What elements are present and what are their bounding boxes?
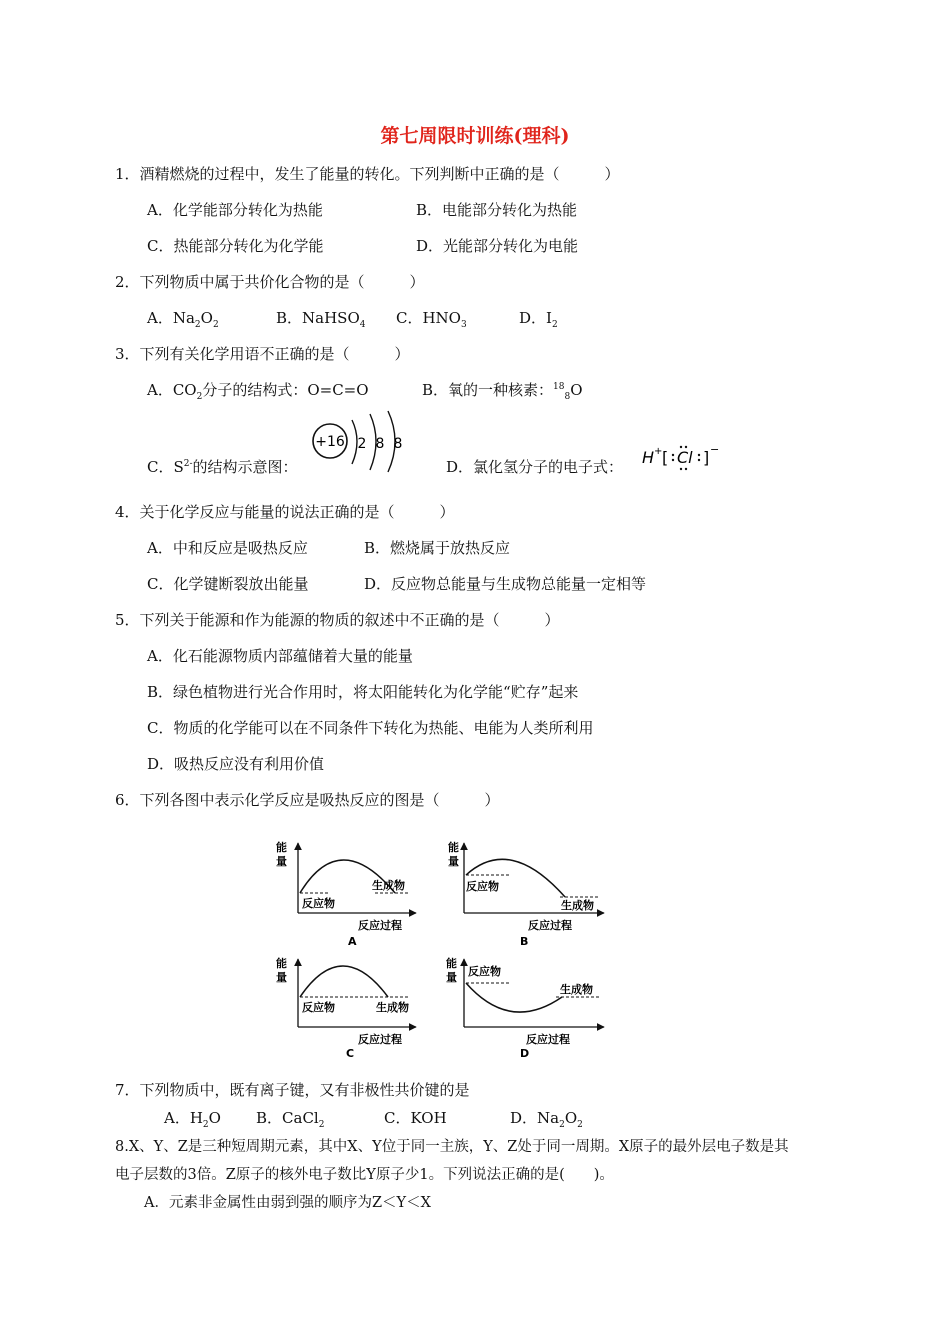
svg-text:+: + <box>654 446 663 457</box>
question-3-stem: 3．下列有关化学用语不正确的是（ ） <box>115 345 410 363</box>
question-1-option-a: A．化学能部分转化为热能 <box>147 201 323 219</box>
svg-text:生成物: 生成物 <box>372 879 405 892</box>
svg-text:能: 能 <box>276 841 287 854</box>
question-1-option-b: B．电能部分转化为热能 <box>416 201 578 219</box>
question-7-option-c: C．KOH <box>384 1109 447 1127</box>
question-2-option-c: C．$HNO_3$ <box>396 309 467 330</box>
question-8-option-a: A．元素非金属性由弱到强的顺序为Z＜Y＜X <box>144 1195 431 1211</box>
svg-text:能: 能 <box>448 841 459 854</box>
svg-text:量: 量 <box>448 855 459 868</box>
svg-text:反应物: 反应物 <box>466 880 499 893</box>
shell-2-count: 8 <box>375 436 385 452</box>
question-2-stem: 2．下列物质中属于共价化合物的是（ ） <box>115 273 425 291</box>
nucleus-charge: +16 <box>315 434 345 450</box>
svg-text:A: A <box>348 935 357 948</box>
question-2-option-b: B．NaHSO$_4$ <box>276 309 366 330</box>
svg-text:反应过程: 反应过程 <box>528 919 572 932</box>
question-1-option-c: C．热能部分转化为化学能 <box>147 237 324 255</box>
question-4-option-b: B．燃烧属于放热反应 <box>364 539 511 557</box>
diagram-d <box>446 956 604 1060</box>
question-1-option-d: D．光能部分转化为电能 <box>416 237 579 255</box>
svg-text:量: 量 <box>276 971 287 984</box>
svg-text:反应过程: 反应过程 <box>526 1033 570 1046</box>
svg-text:]: ] <box>703 448 710 467</box>
svg-text:−: − <box>710 443 720 456</box>
svg-text:H: H <box>642 448 655 467</box>
question-7-option-a: A．$H_2O$ <box>164 1109 221 1130</box>
hcl-electron-formula <box>640 442 730 472</box>
svg-text:Cl: Cl <box>677 448 693 467</box>
svg-text:反应物: 反应物 <box>302 1001 335 1014</box>
question-3-option-b: B．氧的一种核素：$^{18}_8$O <box>422 381 583 402</box>
svg-text:D: D <box>520 1047 530 1060</box>
svg-text:反应物: 反应物 <box>302 897 335 910</box>
question-3-option-a: A．$CO_2$分子的结构式：O=C=O <box>147 381 369 402</box>
question-5-stem: 5．下列关于能源和作为能源的物质的叙述中不正确的是（ ） <box>115 611 560 629</box>
svg-text:反应过程: 反应过程 <box>358 919 402 932</box>
diagram-a <box>276 840 416 948</box>
question-1-stem: 1．酒精燃烧的过程中，发生了能量的转化。下列判断中正确的是（ ） <box>115 165 620 183</box>
svg-text:生成物: 生成物 <box>561 899 594 912</box>
question-2-option-a: A．$Na_2O_2$ <box>147 309 219 330</box>
page-title: 第七周限时训练(理科) <box>380 125 570 147</box>
question-5-option-d: D．吸热反应没有利用价值 <box>147 755 325 773</box>
question-4-option-c: C．化学键断裂放出能量 <box>147 575 309 593</box>
svg-text:[: [ <box>662 448 669 467</box>
question-6-stem: 6．下列各图中表示化学反应是吸热反应的图是（ ） <box>115 791 500 809</box>
svg-text:反应物: 反应物 <box>468 965 501 978</box>
svg-text:量: 量 <box>446 971 457 984</box>
sulfide-ion-structure-diagram <box>304 408 414 474</box>
shell-1-count: 2 <box>357 436 367 452</box>
svg-text:C: C <box>346 1047 355 1060</box>
question-5-option-b: B．绿色植物进行光合作用时，将太阳能转化为化学能“贮存”起来 <box>147 683 579 701</box>
shell-3-count: 8 <box>393 436 403 452</box>
diagram-c <box>276 956 416 1060</box>
question-3-option-d: D．氯化氢分子的电子式： <box>446 458 624 476</box>
question-4-option-a: A．中和反应是吸热反应 <box>147 539 308 557</box>
svg-text:量: 量 <box>276 855 287 868</box>
svg-text:能: 能 <box>276 957 287 970</box>
svg-text:能: 能 <box>446 957 457 970</box>
question-4-option-d: D．反应物总能量与生成物总能量一定相等 <box>364 575 647 593</box>
question-5-option-a: A．化石能源物质内部蕴储着大量的能量 <box>147 647 413 665</box>
question-8-stem-line-2: 电子层数的3倍。Z原子的核外电子数比Y原子少1。下列说法正确的是( )。 <box>115 1167 614 1183</box>
svg-text:反应过程: 反应过程 <box>358 1033 402 1046</box>
question-8-stem-line-1: 8.X、Y、Z是三种短周期元素，其中X、Y位于同一主族，Y、Z处于同一周期。X原子的最外层电子数是其 <box>115 1139 789 1155</box>
svg-text:生成物: 生成物 <box>376 1001 409 1014</box>
question-4-stem: 4．关于化学反应与能量的说法正确的是（ ） <box>115 503 455 521</box>
question-5-option-c: C．物质的化学能可以在不同条件下转化为热能、电能为人类所利用 <box>147 719 594 737</box>
question-3-option-c: C．$S^{2-}$的结构示意图： <box>147 458 298 476</box>
question-7-stem: 7．下列物质中，既有离子键，又有非极性共价键的是 <box>115 1081 470 1099</box>
diagram-b <box>448 840 604 948</box>
svg-text:B: B <box>520 935 529 948</box>
question-7-option-d: D．$Na_2O_2$ <box>510 1109 583 1130</box>
energy-diagrams-figure <box>270 835 620 1065</box>
question-7-option-b: B．CaCl$_2$ <box>256 1109 325 1130</box>
svg-text:生成物: 生成物 <box>560 983 593 996</box>
question-2-option-d: D．$I_2$ <box>519 309 558 330</box>
